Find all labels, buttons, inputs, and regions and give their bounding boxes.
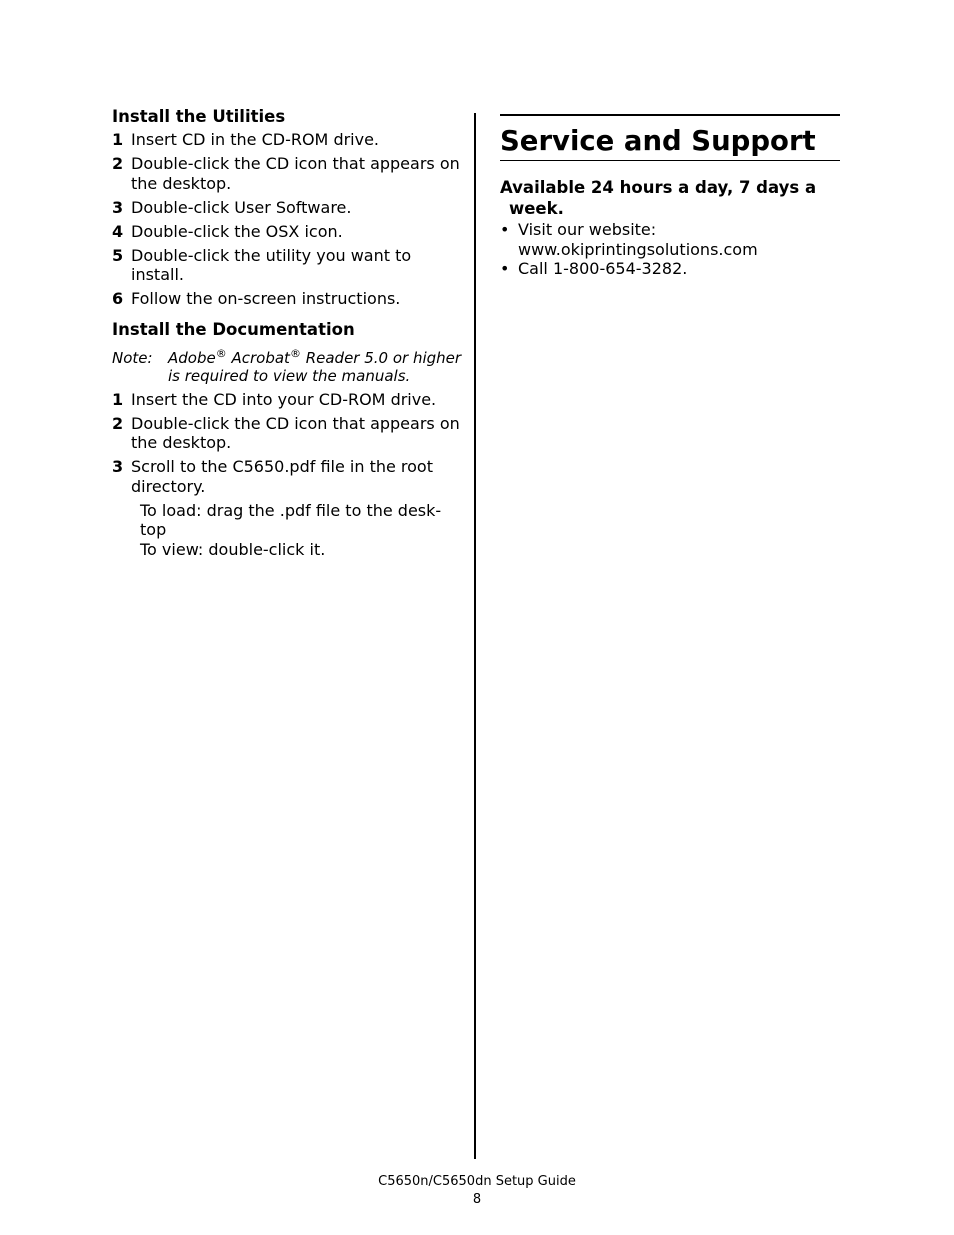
bullet-icon: • [500,259,510,278]
list-item [112,390,462,410]
note-text-acrobat: Acrobat [226,348,290,367]
step-number: 1 [112,389,124,409]
step-text: Double-click the OSX icon. [131,221,343,241]
step-number: 6 [112,289,124,308]
list-item [500,259,840,279]
view-instruction: To view: double-click it. [140,539,326,559]
website-url: www.okiprintingsolutions.com [518,239,758,259]
step-text: Insert the CD into your CD-ROM drive. [131,389,437,409]
step-number: 2 [112,154,124,173]
list-item [112,457,462,496]
list-item [500,220,840,259]
step-number: 1 [112,130,124,149]
registered-mark: ® [215,346,227,360]
step-number: 2 [112,413,124,433]
note-text-rest: Reader 5.0 or higher is required to view the manuals. [168,348,462,385]
note [112,346,462,386]
step-number: 4 [112,221,124,241]
step-number: 5 [112,245,124,265]
list-item [112,246,462,285]
page-number: 8 [472,1192,482,1207]
utilities-steps [112,130,462,309]
right-column [500,114,840,279]
step-number: 3 [112,457,124,476]
step-text: Double-click the CD icon that appears on the desktop. [131,413,460,452]
support-list [500,220,840,279]
availability-text: Available 24 hours a day, 7 days a week. [500,178,817,218]
list-item [112,222,462,242]
step-number: 3 [112,197,124,217]
page-footer [0,1173,954,1209]
website-label: Visit our website: [518,220,657,239]
list-item [112,289,462,309]
step-text: Double-click the CD icon that appears on the desktop. [131,154,460,193]
left-column [112,106,462,559]
note-text-adobe: Adobe [168,348,216,367]
install-utilities-heading: Install the Utilities [112,107,286,126]
list-item [112,414,462,453]
list-item [112,130,462,150]
registered-mark: ® [289,346,301,360]
step-text: Insert CD in the CD-ROM drive. [131,130,380,149]
step-text: Scroll to the C5650.pdf file in the root directory. [131,457,433,496]
list-item [112,198,462,218]
install-documentation-heading: Install the Documentation [112,319,355,339]
step-text: Double-click the utility you want to install. [131,245,412,284]
step-text: Follow the on-screen instructions. [131,289,401,308]
footer-title: C5650n/C5650dn Setup Guide [378,1174,576,1189]
documentation-steps [112,390,462,497]
step-text: Double-click User Software. [131,197,352,217]
phone-text: Call 1-800-654-3282. [518,259,688,278]
service-support-heading: Service and Support [500,116,840,161]
list-item [112,154,462,193]
bullet-icon: • [500,220,510,239]
note-label: Note: [112,348,153,367]
load-instruction: To load: drag the .pdf file to the desk-top [140,500,442,539]
column-divider [474,113,476,1159]
